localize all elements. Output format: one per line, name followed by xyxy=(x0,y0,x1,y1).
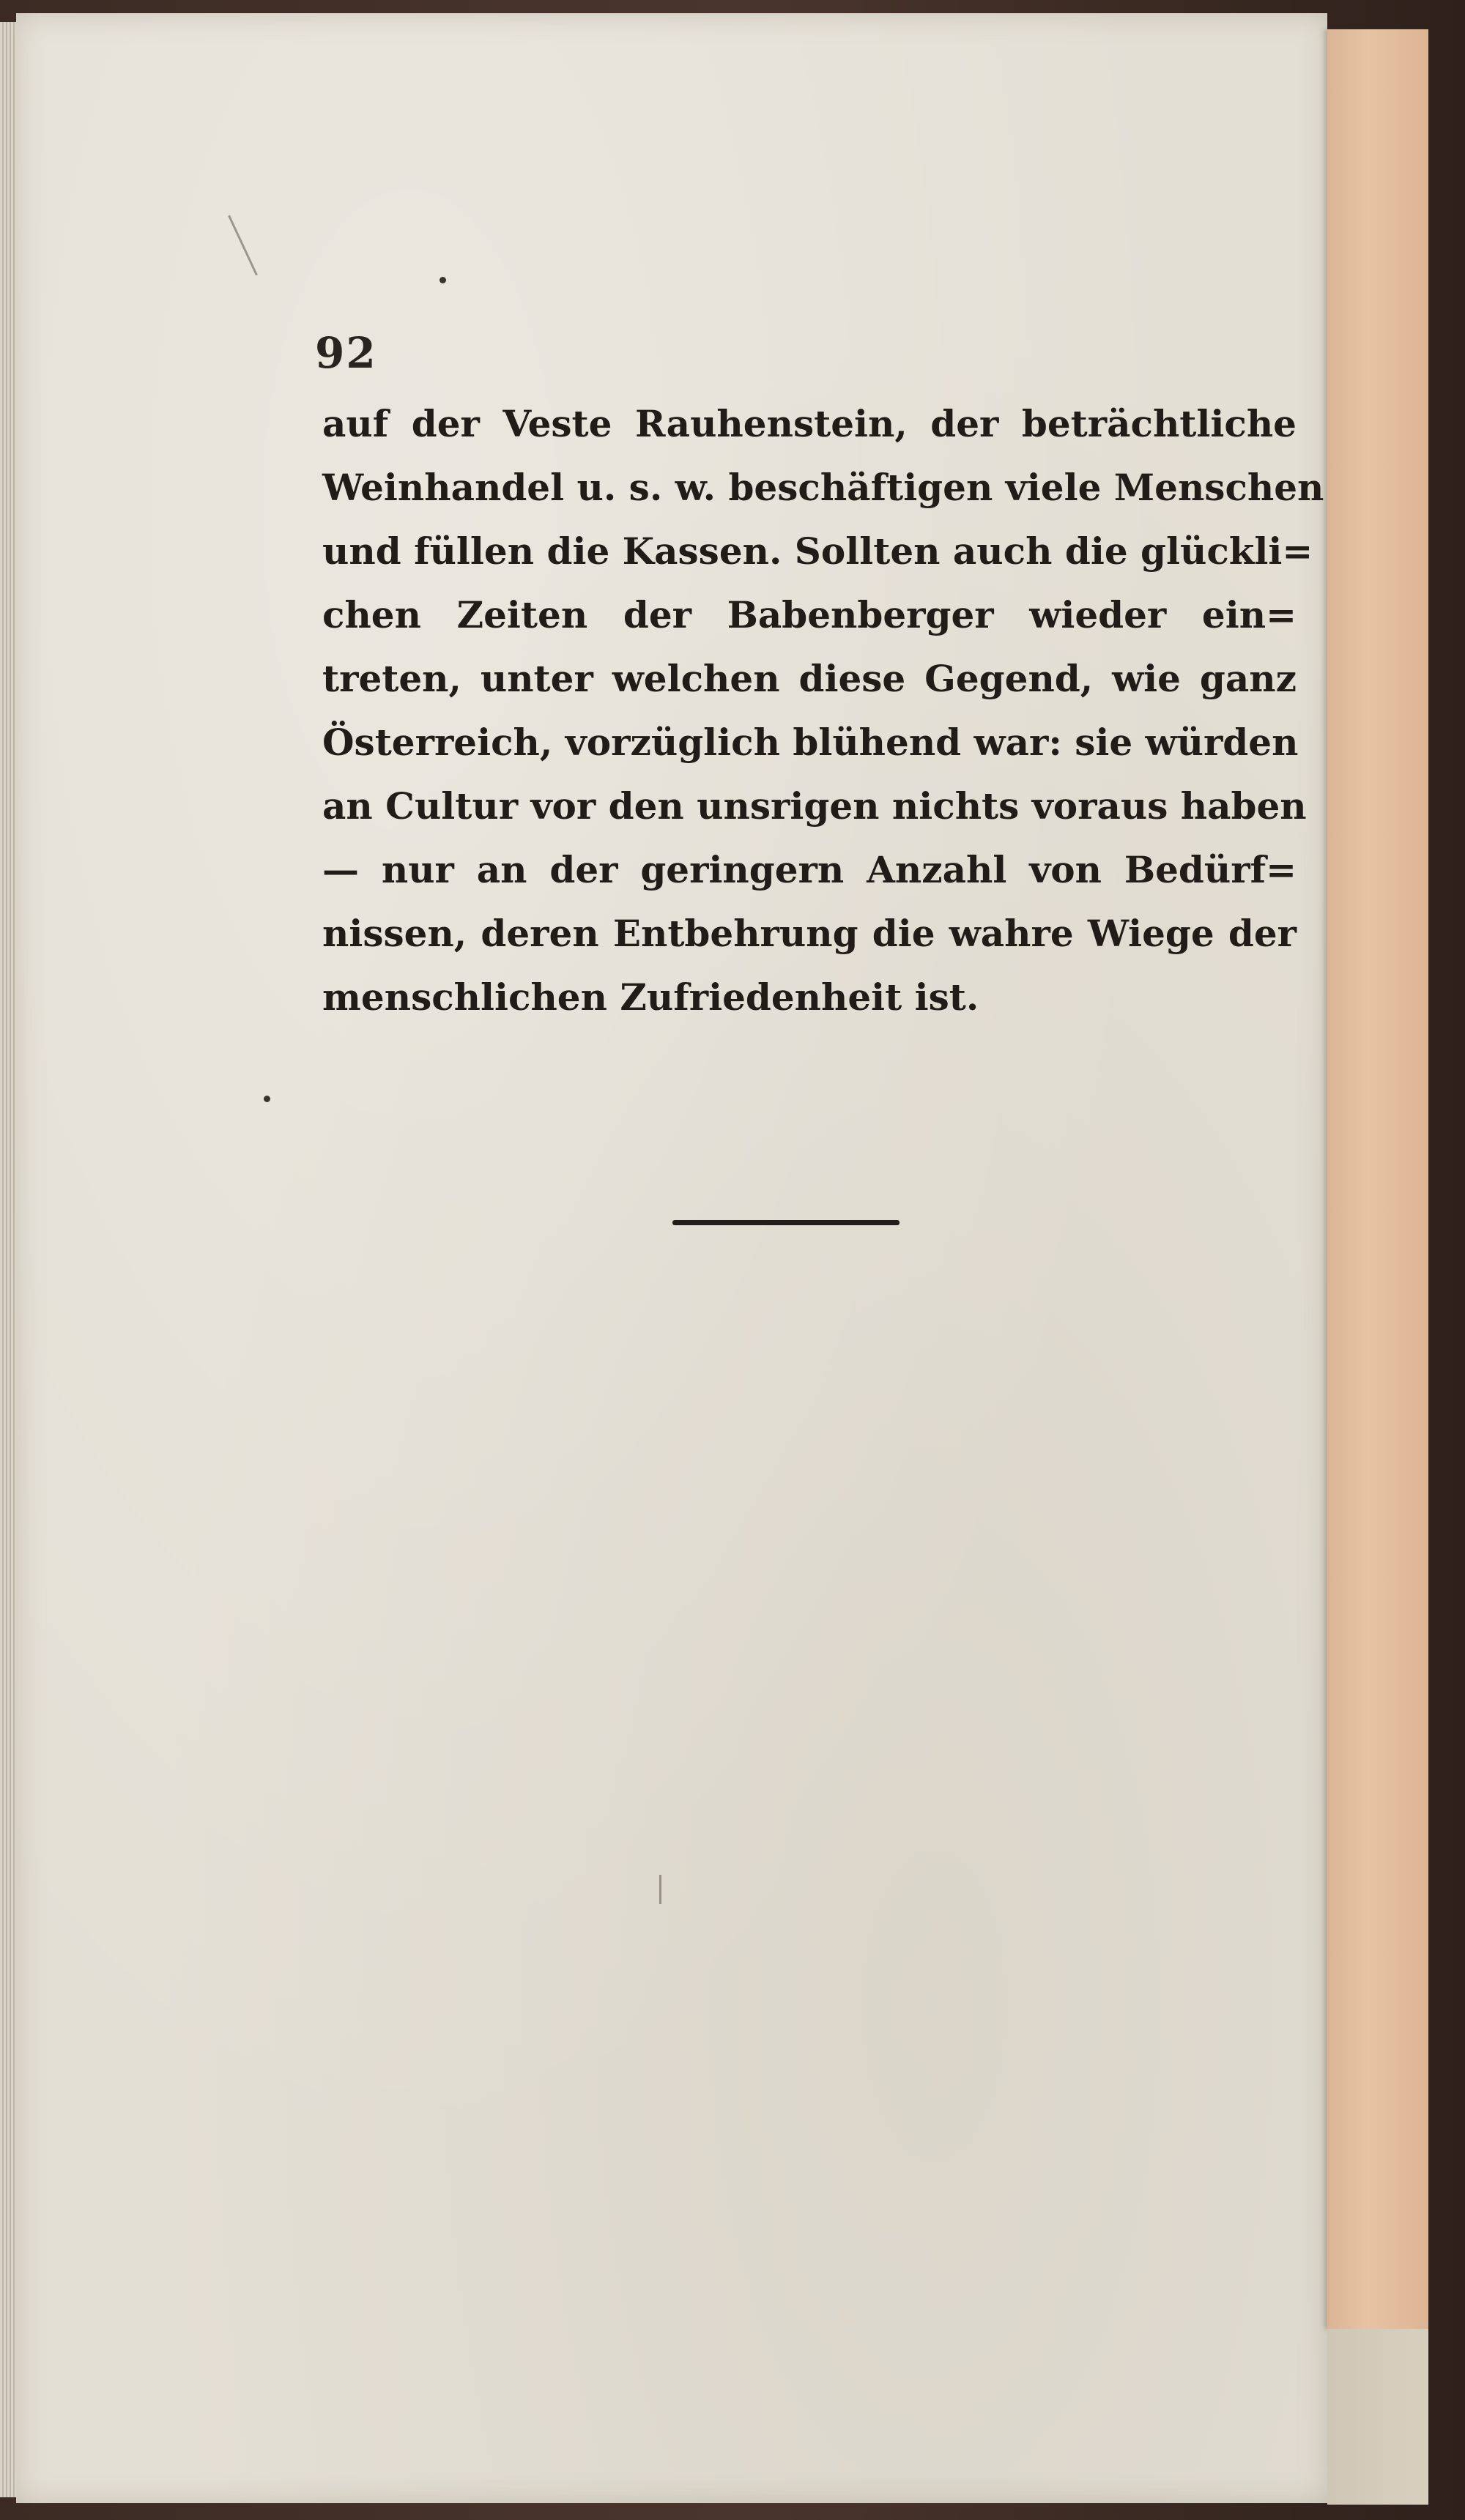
text-line: Österreich, vorzüglich blühend war: sie würden xyxy=(322,721,1299,764)
text-line: — nur an der geringern Anzahl von Bedürf= xyxy=(322,848,1297,891)
fore-edge xyxy=(1327,29,1428,2329)
text-line: Weinhandel u. s. w. beschäftigen viele Menschen xyxy=(322,466,1324,509)
paper-scratch xyxy=(659,1875,661,1904)
text-line: nissen, deren Entbehrung die wahre Wiege der xyxy=(322,912,1297,955)
text-line: menschlichen Zufriedenheit ist. xyxy=(322,975,979,1019)
text-line: chen Zeiten der Babenberger wieder ein= xyxy=(322,593,1297,636)
body-text xyxy=(322,392,1324,1029)
text-line: auf der Veste Rauhenstein, der beträchtliche xyxy=(322,402,1297,445)
section-divider-rule xyxy=(672,1220,900,1225)
fore-edge-lower xyxy=(1327,2329,1428,2505)
page-number: 92 xyxy=(315,328,377,378)
text-line: und füllen die Kassen. Sollten auch die glückli= xyxy=(322,529,1313,573)
paper-speck xyxy=(440,277,446,283)
paper-speck xyxy=(264,1096,270,1102)
text-line: an Cultur vor den unsrigen nichts voraus haben xyxy=(322,784,1307,828)
book-page xyxy=(16,13,1327,2503)
text-line: treten, unter welchen diese Gegend, wie ganz xyxy=(322,657,1297,700)
